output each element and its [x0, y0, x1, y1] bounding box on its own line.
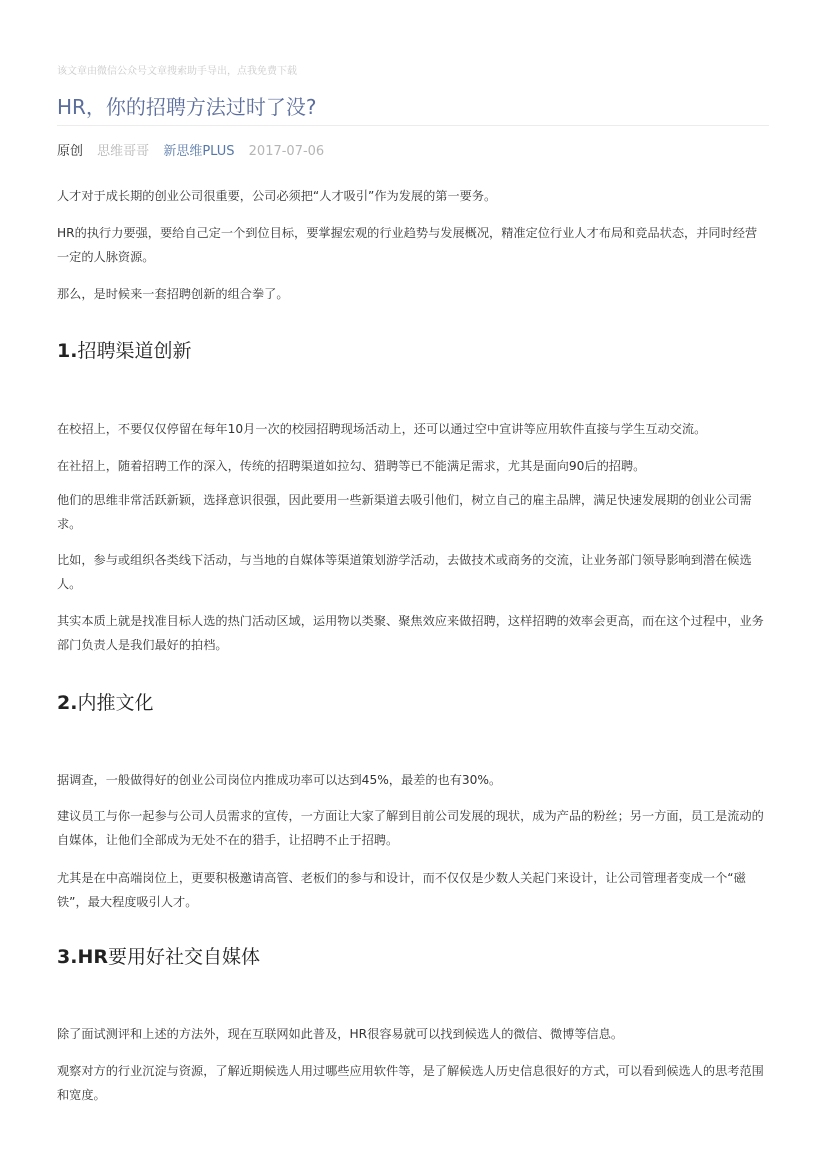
paragraph: 观察对方的行业沉淀与资源，了解近期候选人用过哪些应用软件等，是了解候选人历史信息很好的方式，可以看到候选人的思考范围和宽度。	[57, 1064, 764, 1102]
section-number: 2.	[57, 692, 78, 714]
section-heading	[57, 688, 153, 715]
section-number: 1.	[57, 340, 78, 362]
author-name: 思维哥哥	[97, 144, 150, 159]
section-number: 3.HR	[57, 946, 108, 968]
paragraph: 在校招上，不要仅仅停留在每年10月一次的校园招聘现场活动上，还可以通过空中宣讲等应用软件直接与学生互动交流。	[57, 422, 707, 436]
paragraph: 据调查，一般做得好的创业公司岗位内推成功率可以达到45%，最差的也有30%。	[57, 773, 502, 787]
account-link[interactable]: 新思维PLUS	[163, 144, 235, 159]
section-title: 内推文化	[77, 692, 154, 714]
publish-date: 2017-07-06	[248, 144, 325, 159]
paragraph: 其实本质上就是找准目标人选的热门活动区域，运用物以类聚、聚焦效应来做招聘，这样招聘的效率会更高，而在这个过程中，业务部门负责人是我们最好的拍档。	[57, 614, 764, 652]
paragraph: 人才对于成长期的创业公司很重要，公司必须把“人才吸引”作为发展的第一要务。	[57, 189, 497, 203]
article-meta	[57, 140, 334, 159]
paragraph: 尤其是在中高端岗位上，更要积极邀请高管、老板们的参与和设计，而不仅仅是少数人关起门来设计，让公司管理者变成一个“磁铁”，最大程度吸引人才。	[57, 871, 746, 909]
export-notice-link[interactable]: 该文章由微信公众号文章搜索助手导出，点我免费下载	[57, 66, 297, 77]
paragraph: 在社招上，随着招聘工作的深入，传统的招聘渠道如拉勾、猎聘等已不能满足需求，尤其是面向90后的招聘。	[57, 459, 646, 473]
paragraph: HR的执行力要强，要给自己定一个到位目标，要掌握宏观的行业趋势与发展概况，精准定位行业人才布局和竞品状态，并同时经营一定的人脉资源。	[57, 226, 758, 264]
paragraph: 他们的思维非常活跃新颖，选择意识很强，因此要用一些新渠道去吸引他们，树立自己的雇主品牌，满足快速发展期的创业公司需求。	[57, 493, 752, 531]
paragraph: 那么，是时候来一套招聘创新的组合拳了。	[57, 287, 289, 301]
section-heading	[57, 942, 260, 969]
paragraph: 比如，参与或组织各类线下活动，与当地的自媒体等渠道策划游学活动，去做技术或商务的交流，让业务部门领导影响到潜在候选人。	[57, 553, 752, 591]
article-title: HR，你的招聘方法过时了没?	[57, 95, 317, 119]
paragraph: 除了面试测评和上述的方法外，现在互联网如此普及，HR很容易就可以找到候选人的微信、微博等信息。	[57, 1027, 624, 1041]
section-heading	[57, 336, 191, 363]
section-title: 要用好社交自媒体	[107, 946, 260, 968]
original-label: 原创	[57, 144, 84, 159]
section-title: 招聘渠道创新	[77, 340, 192, 362]
title-divider	[57, 125, 769, 126]
paragraph: 建议员工与你一起参与公司人员需求的宣传，一方面让大家了解到目前公司发展的现状，成为产品的粉丝；另一方面，员工是流动的自媒体，让他们全部成为无处不在的猎手，让招聘不止于招聘。	[57, 809, 764, 847]
